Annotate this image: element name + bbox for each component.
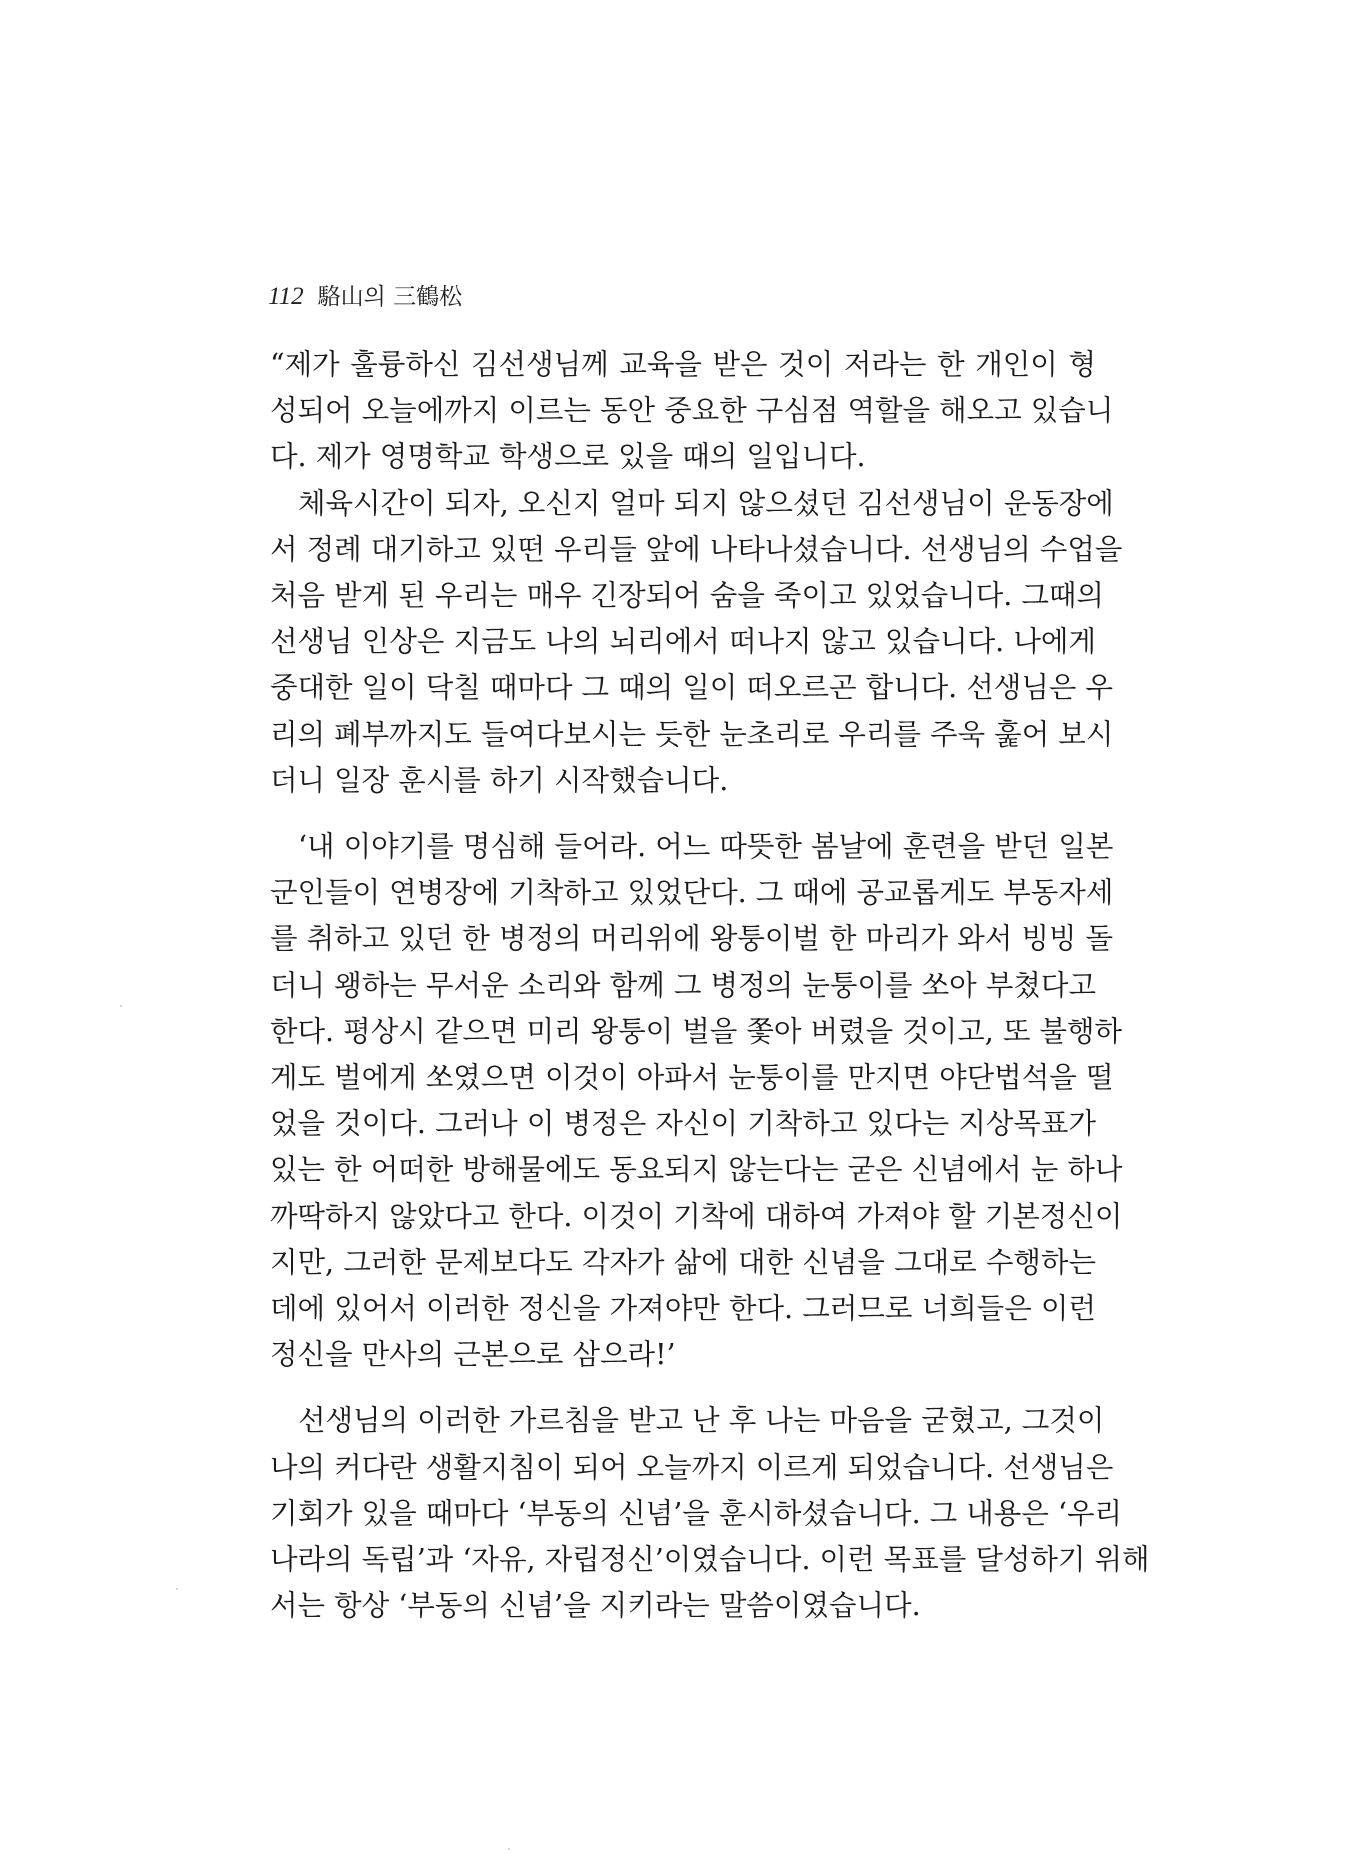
scan-speck	[508, 1848, 510, 1850]
page-number: 112	[268, 283, 304, 310]
text-line: 더니 왱하는 무서운 소리와 함께 그 병정의 눈퉁이를 쏘아 부쳤다고	[270, 968, 1096, 1002]
text-line: 리의 폐부까지도 들여다보시는 듯한 눈초리로 우리를 주욱 훑어 보시	[270, 717, 1114, 751]
text-line: 선생님의 이러한 가르침을 받고 난 후 나는 마음을 굳혔고, 그것이	[298, 1404, 1105, 1438]
scan-speck	[176, 1588, 178, 1590]
text-line: 었을 것이다. 그러나 이 병정은 자신이 기착하고 있다는 지상목표가	[270, 1107, 1096, 1141]
text-line: 더니 일장 훈시를 하기 시작했습니다.	[270, 763, 729, 797]
paragraph-1	[270, 342, 1114, 481]
text-line: 데에 있어서 이러한 정신을 가져야만 한다. 그러므로 너희들은 이런	[270, 1292, 1096, 1326]
text-line: 서 정례 대기하고 있떤 우리들 앞에 나타나셨습니다. 선생님의 수업을	[270, 532, 1123, 566]
paragraph-2	[270, 481, 1123, 804]
text-line: 중대한 일이 닥칠 때마다 그 때의 일이 떠오르곤 합니다. 선생님은 우	[270, 671, 1113, 705]
text-line: ‘내 이야기를 명심해 들어라. 어느 따뜻한 봄날에 훈련을 받던 일본	[298, 830, 1114, 864]
paragraph-3	[270, 824, 1123, 1378]
text-line: “제가 훌륭하신 김선생님께 교육을 받은 것이 저라는 한 개인이 형	[270, 348, 1096, 381]
text-line: 정신을 만사의 근본으로 삼으라!’	[270, 1338, 676, 1372]
text-line: 기회가 있을 때마다 ‘부동의 신념’을 훈시하셨습니다. 그 내용은 ‘우리	[270, 1496, 1123, 1530]
text-line: 선생님 인상은 지금도 나의 뇌리에서 떠나지 않고 있습니다. 나에게	[270, 625, 1096, 659]
text-line: 있는 한 어떠한 방해물에도 동요되지 않는다는 굳은 신념에서 눈 하나	[270, 1153, 1123, 1187]
text-line: 처음 받게 된 우리는 매우 긴장되어 숨을 죽이고 있었습니다. 그때의	[270, 579, 1104, 613]
text-line: 군인들이 연병장에 기착하고 있었단다. 그 때에 공교롭게도 부동자세	[270, 876, 1114, 910]
text-line: 지만, 그러한 문제보다도 각자가 삶에 대한 신념을 그대로 수행하는	[270, 1245, 1096, 1279]
body-text	[270, 342, 1150, 1629]
running-head	[268, 282, 462, 312]
paragraph-4	[270, 1398, 1150, 1629]
text-line: 한다. 평상시 같으면 미리 왕퉁이 벌을 쫓아 버렸을 것이고, 또 불행하	[270, 1014, 1123, 1048]
text-line: 게도 벌에게 쏘였으면 이것이 아파서 눈퉁이를 만지면 야단법석을 떨	[270, 1061, 1114, 1095]
text-line: 까딱하지 않았다고 한다. 이것이 기착에 대하여 가져야 할 기본정신이	[270, 1199, 1123, 1233]
text-line: 체육시간이 되자, 오신지 얼마 되지 않으셨던 김선생님이 운동장에	[298, 486, 1114, 520]
text-line: 나라의 독립’과 ‘자유, 자립정신’이였습니다. 이런 목표를 달성하기 위해	[270, 1543, 1150, 1577]
scan-speck	[120, 1005, 122, 1007]
text-line: 성되어 오늘에까지 이르는 동안 중요한 구심점 역할을 해오고 있습니	[270, 394, 1114, 428]
text-line: 다. 제가 영명학교 학생으로 있을 때의 일입니다.	[270, 440, 866, 474]
book-title: 駱山의 三鶴松	[317, 284, 463, 310]
text-line: 를 취하고 있던 한 병정의 머리위에 왕퉁이벌 한 마리가 와서 빙빙 돌	[270, 922, 1113, 956]
text-line: 나의 커다란 생활지침이 되어 오늘까지 이르게 되었습니다. 선생님은	[270, 1450, 1114, 1484]
text-line: 서는 항상 ‘부동의 신념’을 지키라는 말씀이였습니다.	[270, 1589, 921, 1623]
